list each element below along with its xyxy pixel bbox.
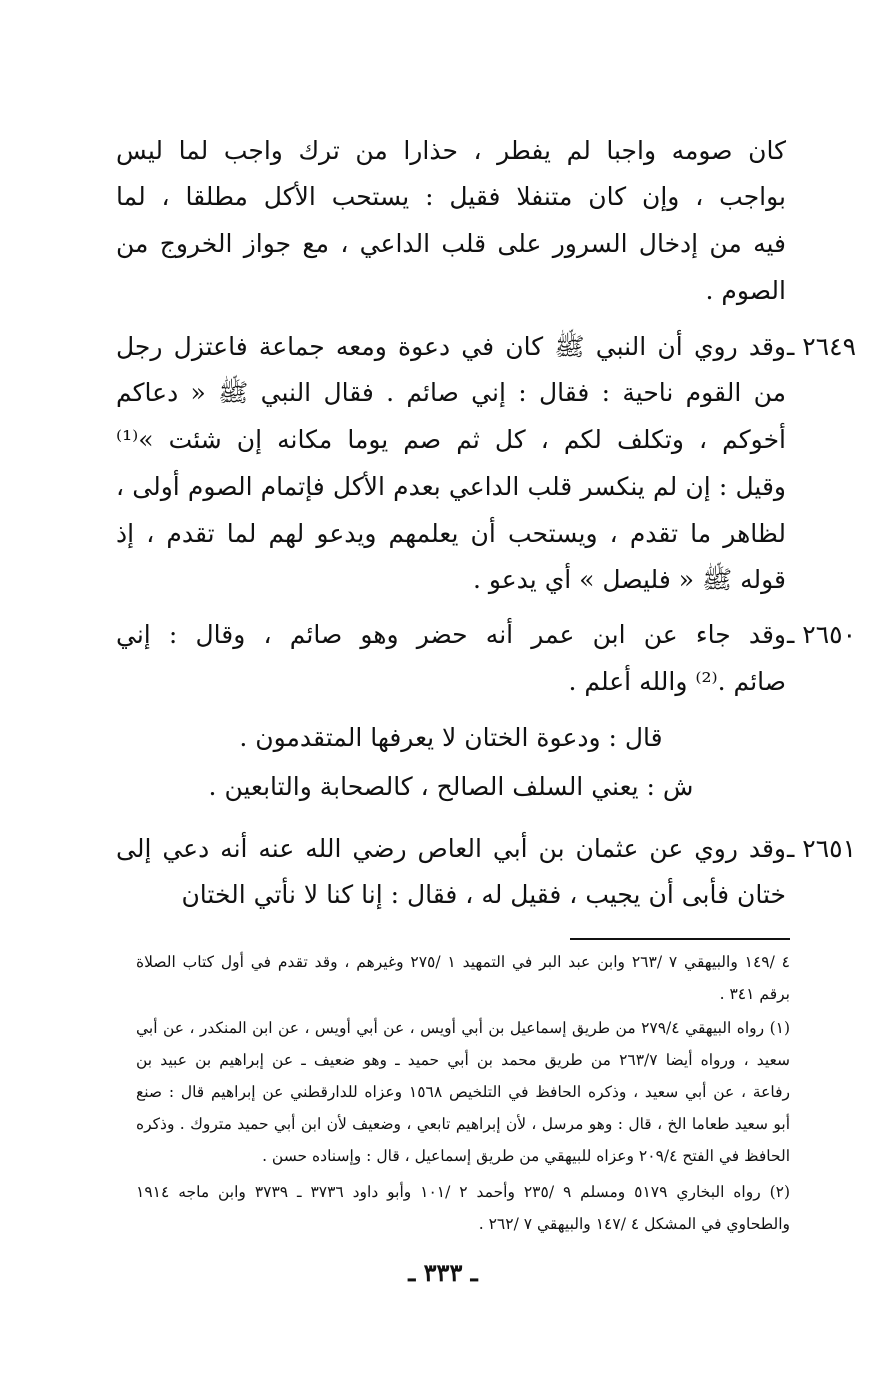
footnote-line: سعيد ، ورواه أيضا ٢٦٣/٧ من طريق محمد بن أبي حميد ـ وهو ضعيف ـ عن إبراهيم بن عبيد بن bbox=[136, 1051, 790, 1069]
text-line: فيه من إدخال السرور على قلب الداعي ، مع جواز الخروج من bbox=[116, 229, 786, 258]
sharh-line: ش : يعني السلف الصالح ، كالصحابة والتابعين . bbox=[208, 772, 694, 801]
text-line: صائم .⁽²⁾ والله أعلم . bbox=[568, 667, 786, 696]
text-line: من القوم ناحية : فقال : إني صائم . فقال النبي ﷺ « دعاكم bbox=[116, 378, 786, 407]
entry-number: ٢٦٥١ ـ bbox=[787, 834, 856, 863]
footnote-line: (٢) رواه البخاري ٥١٧٩ ومسلم ٩ /٢٣٥ وأحمد ٢ /١٠١ وأبو داود ٣٧٣٦ ـ ٣٧٣٩ وابن ماجه ١٩١٤ bbox=[136, 1183, 791, 1201]
entry-2649-line bbox=[116, 324, 856, 370]
footnote-divider bbox=[570, 938, 790, 940]
text-line: بواجب ، وإن كان متنفلا فقيل : يستحب الأكل مطلقا ، لما bbox=[116, 182, 786, 211]
text-line: قوله ﷺ « فليصل » أي يدعو . bbox=[472, 565, 786, 594]
page-number: ـ ٣٣٣ ـ bbox=[408, 1258, 478, 1287]
text-line: لظاهر ما تقدم ، ويستحب أن يعلمهم ويدعو لهم لما تقدم ، إذ bbox=[116, 519, 786, 548]
text-line: ختان فأبى أن يجيب ، فقيل له ، فقال : إنا كنا لا نأتي الختان bbox=[181, 880, 786, 909]
footnote-line: (١) رواه البيهقي ٢٧٩/٤ من طريق إسماعيل بن أبي أويس ، عن أبي أويس ، عن ابن المنكدر ، عن أبي bbox=[136, 1019, 791, 1037]
entry-text: وقد روي أن النبي ﷺ كان في دعوة ومعه جماعة فاعتزل رجل bbox=[116, 332, 786, 361]
text-line: وقيل : إن لم ينكسر قلب الداعي بعدم الأكل فإتمام الصوم أولى ، bbox=[116, 472, 786, 501]
footnote-line: والطحاوي في المشكل ٤ /١٤٧ والبيهقي ٧ /٢٦٢ . bbox=[478, 1215, 790, 1233]
entry-text: وقد روي عن عثمان بن أبي العاص رضي الله عنه أنه دعي إلى bbox=[116, 834, 786, 863]
entry-number: ٢٦٥٠ ـ bbox=[787, 620, 856, 649]
footnote-line: ٤ /١٤٩ والبيهقي ٧ /٢٦٣ وابن عبد البر في التمهيد ١ /٢٧٥ وغيرهم ، وقد تقدم في أول كتاب الصلاة bbox=[136, 953, 790, 971]
footnote-line: الحافظ في الفتح ٢٠٩/٤ وعزاه للبيهقي من طريق إسماعيل ، قال : وإسناده حسن . bbox=[262, 1147, 790, 1165]
footnote-line: برقم ٣٤١ . bbox=[719, 985, 790, 1003]
footnote-line: رفاعة ، عن أبي سعيد ، وذكره الحافظ في التلخيص ١٥٦٨ وعزاه للدارقطني عن إبراهيم قال : صنع bbox=[136, 1083, 790, 1101]
entry-text: وقد جاء عن ابن عمر أنه حضر وهو صائم ، وقال : إني bbox=[116, 620, 786, 649]
entry-2650-line bbox=[116, 612, 856, 658]
entry-2651-line bbox=[116, 826, 856, 872]
text-line: الصوم . bbox=[705, 276, 786, 305]
footnote-line: أبو سعيد طعاما الخ ، قال : وهو مرسل ، لأن إبراهيم تابعي ، وضعيف لأن ابن أبي حميد متروك . وذكره bbox=[136, 1115, 790, 1133]
entry-number: ٢٦٤٩ ـ bbox=[787, 332, 856, 361]
qala-line: قال : ودعوة الختان لا يعرفها المتقدمون . bbox=[239, 723, 663, 752]
text-line: أخوكم ، وتكلف لكم ، كل ثم صم يوما مكانه إن شئت »⁽¹⁾ bbox=[116, 425, 786, 454]
text-line: كان صومه واجبا لم يفطر ، حذارا من ترك واجب لما ليس bbox=[116, 136, 786, 165]
